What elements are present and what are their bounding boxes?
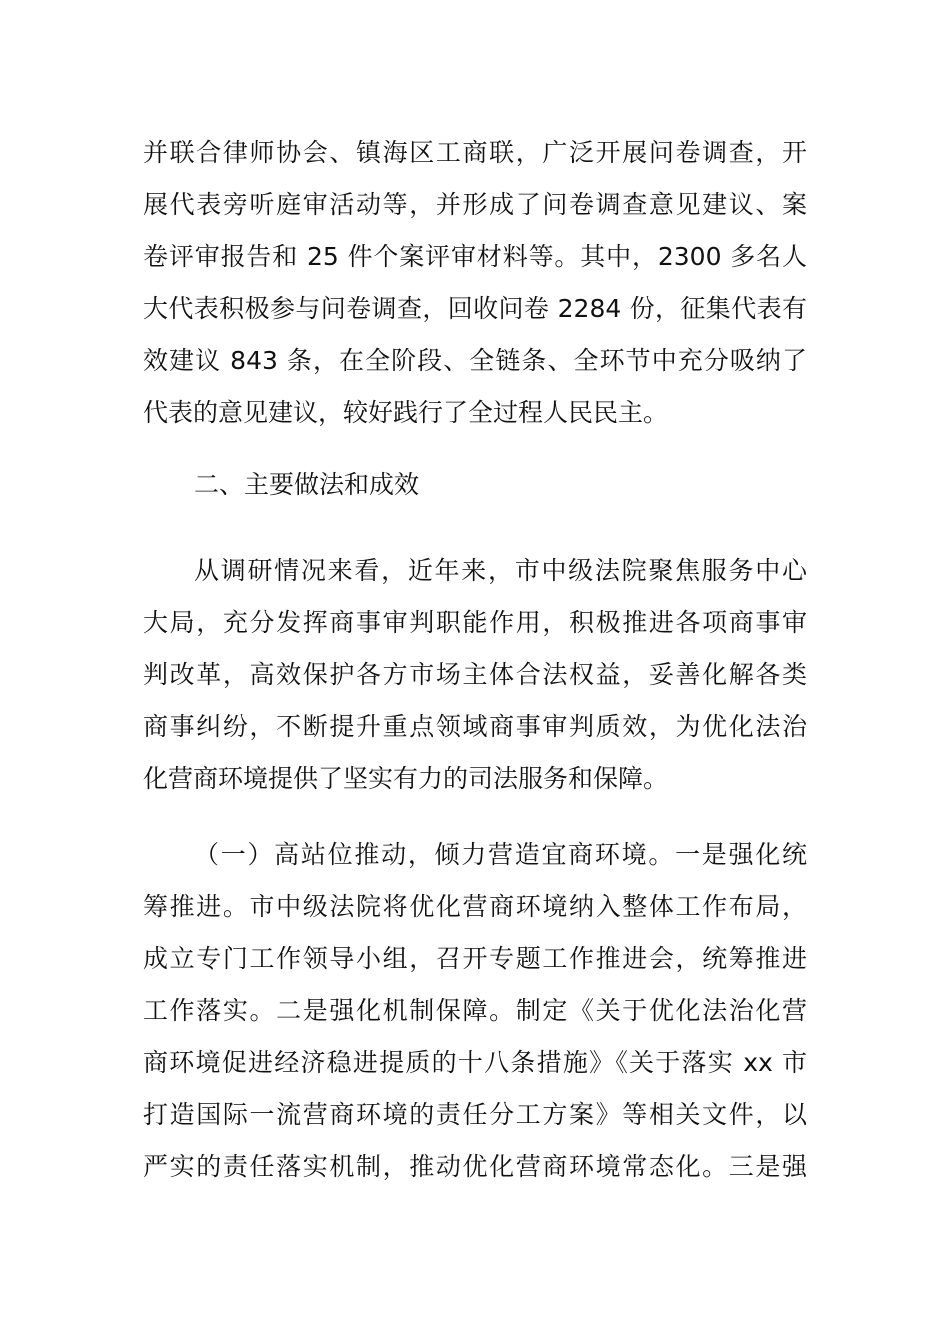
text-line: 大局，充分发挥商事审判职能作用，积极推进各项商事审 [143, 608, 807, 637]
text-line: 成立专门工作领导小组，召开专题工作推进会，统筹推进 [143, 944, 807, 973]
text-line: 大代表积极参与问卷调查，回收问卷 2284 份，征集代表有 [143, 294, 807, 323]
text-line: 严实的责任落实机制，推动优化营商环境常态化。三是强 [143, 1152, 807, 1181]
text-line: 卷评审报告和 25 件个案评审材料等。其中，2300 多名人 [143, 242, 807, 271]
text-line: 化营商环境提供了坚实有力的司法服务和保障。 [143, 764, 669, 793]
paragraph-2 [143, 545, 807, 805]
text-line: （一）高站位推动，倾力营造宜商环境。一是强化统 [194, 840, 807, 869]
text-line: 商事纠纷，不断提升重点领域商事审判质效，为优化法治 [143, 712, 807, 741]
text-line: 打造国际一流营商环境的责任分工方案》等相关文件，以 [143, 1100, 807, 1129]
paragraph-1 [143, 127, 807, 439]
text-line: 筹推进。市中级法院将优化营商环境纳入整体工作布局， [143, 892, 807, 921]
heading-text: 二、主要做法和成效 [194, 470, 420, 499]
text-line: 效建议 843 条，在全阶段、全链条、全环节中充分吸纳了 [143, 346, 807, 375]
text-line: 商环境促进经济稳进提质的十八条措施》《关于落实 xx 市 [143, 1048, 807, 1077]
text-line: 展代表旁听庭审活动等，并形成了问卷调查意见建议、案 [143, 190, 807, 219]
text-line: 并联合律师协会、镇海区工商联，广泛开展问卷调查，开 [143, 138, 807, 167]
section-heading [143, 459, 807, 511]
text-line: 工作落实。二是强化机制保障。制定《关于优化法治化营 [143, 996, 807, 1025]
paragraph-3 [143, 829, 807, 1193]
text-line: 判改革，高效保护各方市场主体合法权益，妥善化解各类 [143, 660, 807, 689]
text-line: 从调研情况来看，近年来，市中级法院聚焦服务中心 [194, 556, 807, 585]
text-line: 代表的意见建议，较好践行了全过程人民民主。 [143, 398, 669, 427]
